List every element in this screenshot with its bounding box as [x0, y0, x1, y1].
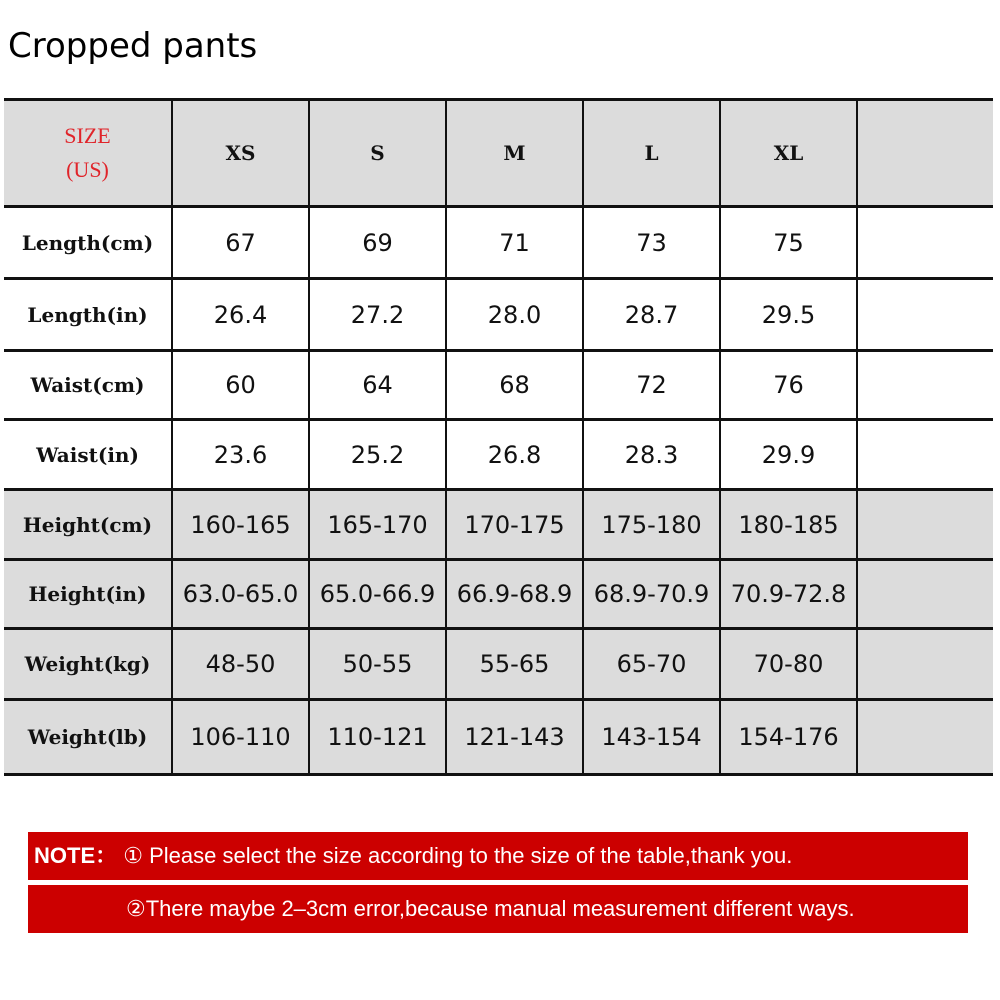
size-header-empty	[857, 100, 993, 207]
size-us-header	[4, 100, 172, 207]
table-cell: 26.8	[446, 420, 583, 490]
table-cell: 76	[720, 351, 857, 420]
table-cell: 29.5	[720, 279, 857, 351]
row-label: Weight(lb)	[4, 700, 172, 775]
row-label: Weight(kg)	[4, 629, 172, 700]
table-cell: 71	[446, 207, 583, 279]
size-label: SIZE	[64, 123, 111, 148]
size-chart-table	[4, 98, 993, 776]
table-cell: 73	[583, 207, 720, 279]
note-line-2: ②There maybe 2–3cm error,because manual measurement different ways.	[126, 896, 855, 921]
table-cell	[857, 351, 993, 420]
row-label: Length(cm)	[4, 207, 172, 279]
table-cell: 65-70	[583, 629, 720, 700]
size-unit-label: (US)	[66, 157, 109, 182]
table-cell: 60	[172, 351, 309, 420]
size-header-l: L	[583, 100, 720, 207]
table-cell	[857, 629, 993, 700]
table-cell: 65.0-66.9	[309, 560, 446, 629]
page-title: Cropped pants	[8, 26, 258, 66]
row-label: Height(in)	[4, 560, 172, 629]
table-cell: 106-110	[172, 700, 309, 775]
table-row	[4, 279, 993, 351]
table-cell: 121-143	[446, 700, 583, 775]
table-row	[4, 700, 993, 775]
table-row	[4, 560, 993, 629]
table-cell: 64	[309, 351, 446, 420]
table-cell	[857, 490, 993, 560]
table-cell: 110-121	[309, 700, 446, 775]
table-cell	[857, 560, 993, 629]
header-row	[4, 100, 993, 207]
table-cell: 28.7	[583, 279, 720, 351]
row-label: Waist(in)	[4, 420, 172, 490]
table-cell: 55-65	[446, 629, 583, 700]
note-label: NOTE：	[34, 843, 118, 868]
size-header-s: S	[309, 100, 446, 207]
size-header-xs: XS	[172, 100, 309, 207]
table-row	[4, 629, 993, 700]
table-cell: 28.0	[446, 279, 583, 351]
table-cell: 170-175	[446, 490, 583, 560]
table-cell: 154-176	[720, 700, 857, 775]
note-banner-2	[28, 885, 968, 933]
size-header-m: M	[446, 100, 583, 207]
table-cell: 180-185	[720, 490, 857, 560]
table-cell: 29.9	[720, 420, 857, 490]
table-cell: 48-50	[172, 629, 309, 700]
table-row	[4, 490, 993, 560]
table-cell: 175-180	[583, 490, 720, 560]
size-header-xl: XL	[720, 100, 857, 207]
table-cell: 160-165	[172, 490, 309, 560]
table-row	[4, 351, 993, 420]
table-cell	[857, 700, 993, 775]
table-cell: 68	[446, 351, 583, 420]
table-cell: 27.2	[309, 279, 446, 351]
table-cell: 66.9-68.9	[446, 560, 583, 629]
table-cell: 28.3	[583, 420, 720, 490]
row-label: Waist(cm)	[4, 351, 172, 420]
table-cell: 68.9-70.9	[583, 560, 720, 629]
table-cell	[857, 207, 993, 279]
table-cell: 165-170	[309, 490, 446, 560]
table-cell: 26.4	[172, 279, 309, 351]
note-banner-1	[28, 832, 968, 880]
table-cell	[857, 279, 993, 351]
table-cell: 72	[583, 351, 720, 420]
table-cell: 50-55	[309, 629, 446, 700]
note-line-1: ① Please select the size according to the size of the table,thank you.	[123, 843, 793, 868]
table-cell: 23.6	[172, 420, 309, 490]
table-cell: 70.9-72.8	[720, 560, 857, 629]
table-cell: 70-80	[720, 629, 857, 700]
row-label: Height(cm)	[4, 490, 172, 560]
table-cell: 75	[720, 207, 857, 279]
table-cell	[857, 420, 993, 490]
table-cell: 67	[172, 207, 309, 279]
table-cell: 143-154	[583, 700, 720, 775]
table-cell: 25.2	[309, 420, 446, 490]
table-cell: 69	[309, 207, 446, 279]
table-cell: 63.0-65.0	[172, 560, 309, 629]
table-row	[4, 207, 993, 279]
table-row	[4, 420, 993, 490]
row-label: Length(in)	[4, 279, 172, 351]
